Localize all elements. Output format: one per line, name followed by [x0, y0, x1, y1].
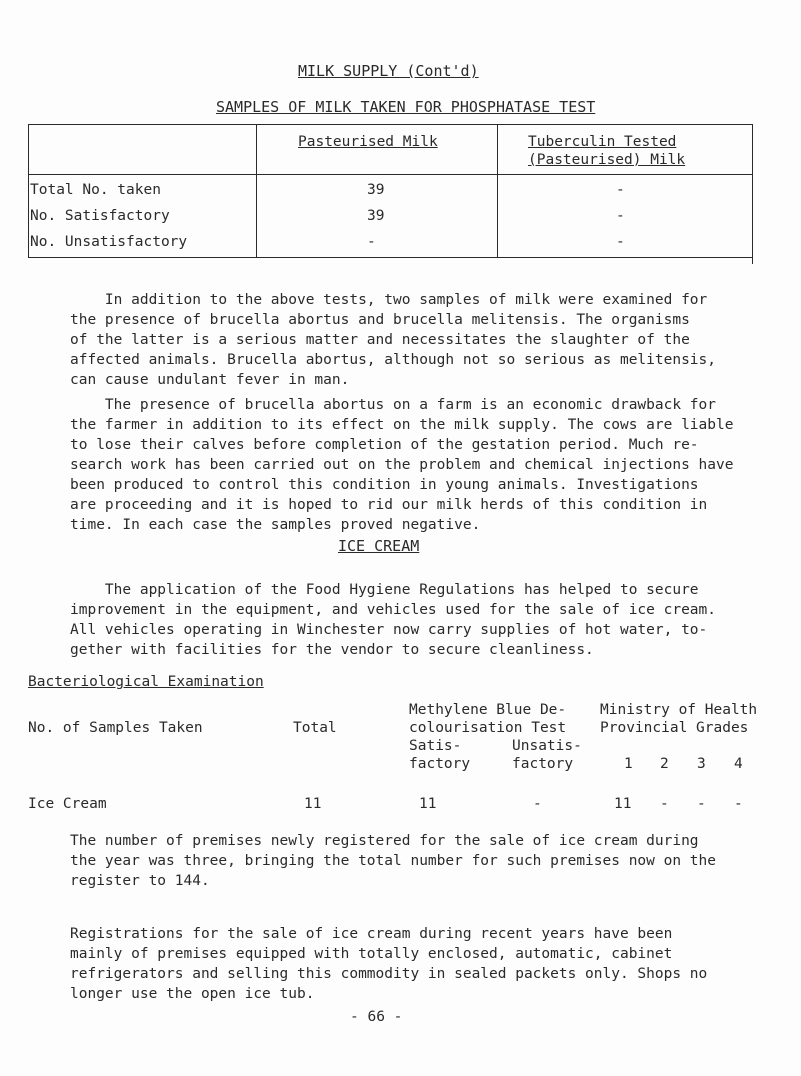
- methylene-header-line2: colourisation Test: [409, 720, 567, 736]
- ministry-header-line1: Ministry of Health: [600, 702, 758, 718]
- satisfactory-header-line2: factory: [409, 756, 471, 772]
- text-line: affected animals. Brucella abortus, although not so serious as melitensis,: [70, 352, 717, 368]
- text-line: the presence of brucella abortus and brucella melitensis. The organisms: [70, 312, 690, 328]
- text-line: The presence of brucella abortus on a farm is an economic drawback for: [70, 397, 717, 413]
- satisfactory-header-line1: Satis-: [409, 738, 462, 754]
- page-number: - 66 -: [350, 1009, 403, 1025]
- text-line: All vehicles operating in Winchester now carry supplies of hot water, to-: [70, 622, 708, 638]
- cell-total-tuberculin: -: [616, 182, 625, 198]
- cell-unsatisfactory-pasteurised: -: [367, 234, 376, 250]
- unsatisfactory-header-line2: factory: [512, 756, 574, 772]
- cell-unsatisfactory: -: [533, 796, 542, 812]
- grade-header: 4: [734, 756, 743, 772]
- text-line: of the latter is a serious matter and necessitates the slaughter of the: [70, 332, 690, 348]
- text-line: The number of premises newly registered for the sale of ice cream during: [70, 833, 699, 849]
- col-header-tuberculin-sub: (Pasteurised) Milk: [528, 152, 686, 168]
- text-line: to lose their calves before completion of the gestation period. Much re-: [70, 437, 699, 453]
- text-line: register to 144.: [70, 873, 210, 889]
- methylene-header-line1: Methylene Blue De-: [409, 702, 567, 718]
- paragraph-registrations-equipment: [70, 924, 770, 1004]
- paragraph-food-hygiene: [70, 580, 770, 660]
- text-line: are proceeding and it is hoped to rid our milk herds of this condition in: [70, 497, 708, 513]
- col-header-tuberculin: Tuberculin Tested: [528, 134, 677, 150]
- section-subtitle: SAMPLES OF MILK TAKEN FOR PHOSPHATASE TEST: [216, 98, 596, 116]
- text-line: In addition to the above tests, two samples of milk were examined for: [70, 292, 708, 308]
- cell-satisfactory-pasteurised: 39: [367, 208, 385, 224]
- row-label-unsatisfactory: No. Unsatisfactory: [30, 234, 188, 250]
- cell-grade: -: [697, 796, 706, 812]
- paragraph-registrations-count: [70, 831, 770, 891]
- cell-grade: 11: [614, 796, 632, 812]
- bacteriological-heading: Bacteriological Examination: [28, 674, 264, 690]
- text-line: gether with facilities for the vendor to secure cleanliness.: [70, 642, 594, 658]
- paragraph-abortus: [70, 395, 770, 535]
- cell-grade: -: [734, 796, 743, 812]
- grade-header: 1: [624, 756, 633, 772]
- text-line: longer use the open ice tub.: [70, 986, 315, 1002]
- col-header-pasteurised: Pasteurised Milk: [298, 134, 438, 150]
- text-line: been produced to control this condition in young animals. Investigations: [70, 477, 699, 493]
- paragraph-brucella: [70, 290, 770, 390]
- text-line: the farmer in addition to its effect on the milk supply. The cows are liable: [70, 417, 734, 433]
- text-line: Registrations for the sale of ice cream during recent years have been: [70, 926, 673, 942]
- row-label-ice-cream: Ice Cream: [28, 796, 107, 812]
- cell-unsatisfactory-tuberculin: -: [616, 234, 625, 250]
- row-label-total: Total No. taken: [30, 182, 161, 198]
- cell-satisfactory-tuberculin: -: [616, 208, 625, 224]
- ministry-header-line2: Provincial Grades: [600, 720, 749, 736]
- cell-total-pasteurised: 39: [367, 182, 385, 198]
- samples-header: No. of Samples Taken: [28, 720, 203, 736]
- text-line: refrigerators and selling this commodity in sealed packets only. Shops no: [70, 966, 708, 982]
- text-line: time. In each case the samples proved negative.: [70, 517, 481, 533]
- text-line: The application of the Food Hygiene Regulations has helped to secure: [70, 582, 699, 598]
- ice-cream-heading: ICE CREAM: [338, 537, 420, 555]
- page-title: MILK SUPPLY (Cont'd): [298, 62, 479, 80]
- grade-header: 3: [697, 756, 706, 772]
- unsatisfactory-header-line1: Unsatis-: [512, 738, 582, 754]
- row-label-satisfactory: No. Satisfactory: [30, 208, 170, 224]
- cell-grade: -: [660, 796, 669, 812]
- text-line: search work has been carried out on the problem and chemical injections have: [70, 457, 734, 473]
- text-line: can cause undulant fever in man.: [70, 372, 350, 388]
- grade-header: 2: [660, 756, 669, 772]
- cell-satisfactory: 11: [419, 796, 437, 812]
- text-line: the year was three, bringing the total number for such premises now on the: [70, 853, 717, 869]
- text-line: mainly of premises equipped with totally enclosed, automatic, cabinet: [70, 946, 673, 962]
- total-header: Total: [293, 720, 337, 736]
- text-line: improvement in the equipment, and vehicles used for the sale of ice cream.: [70, 602, 717, 618]
- cell-total: 11: [304, 796, 322, 812]
